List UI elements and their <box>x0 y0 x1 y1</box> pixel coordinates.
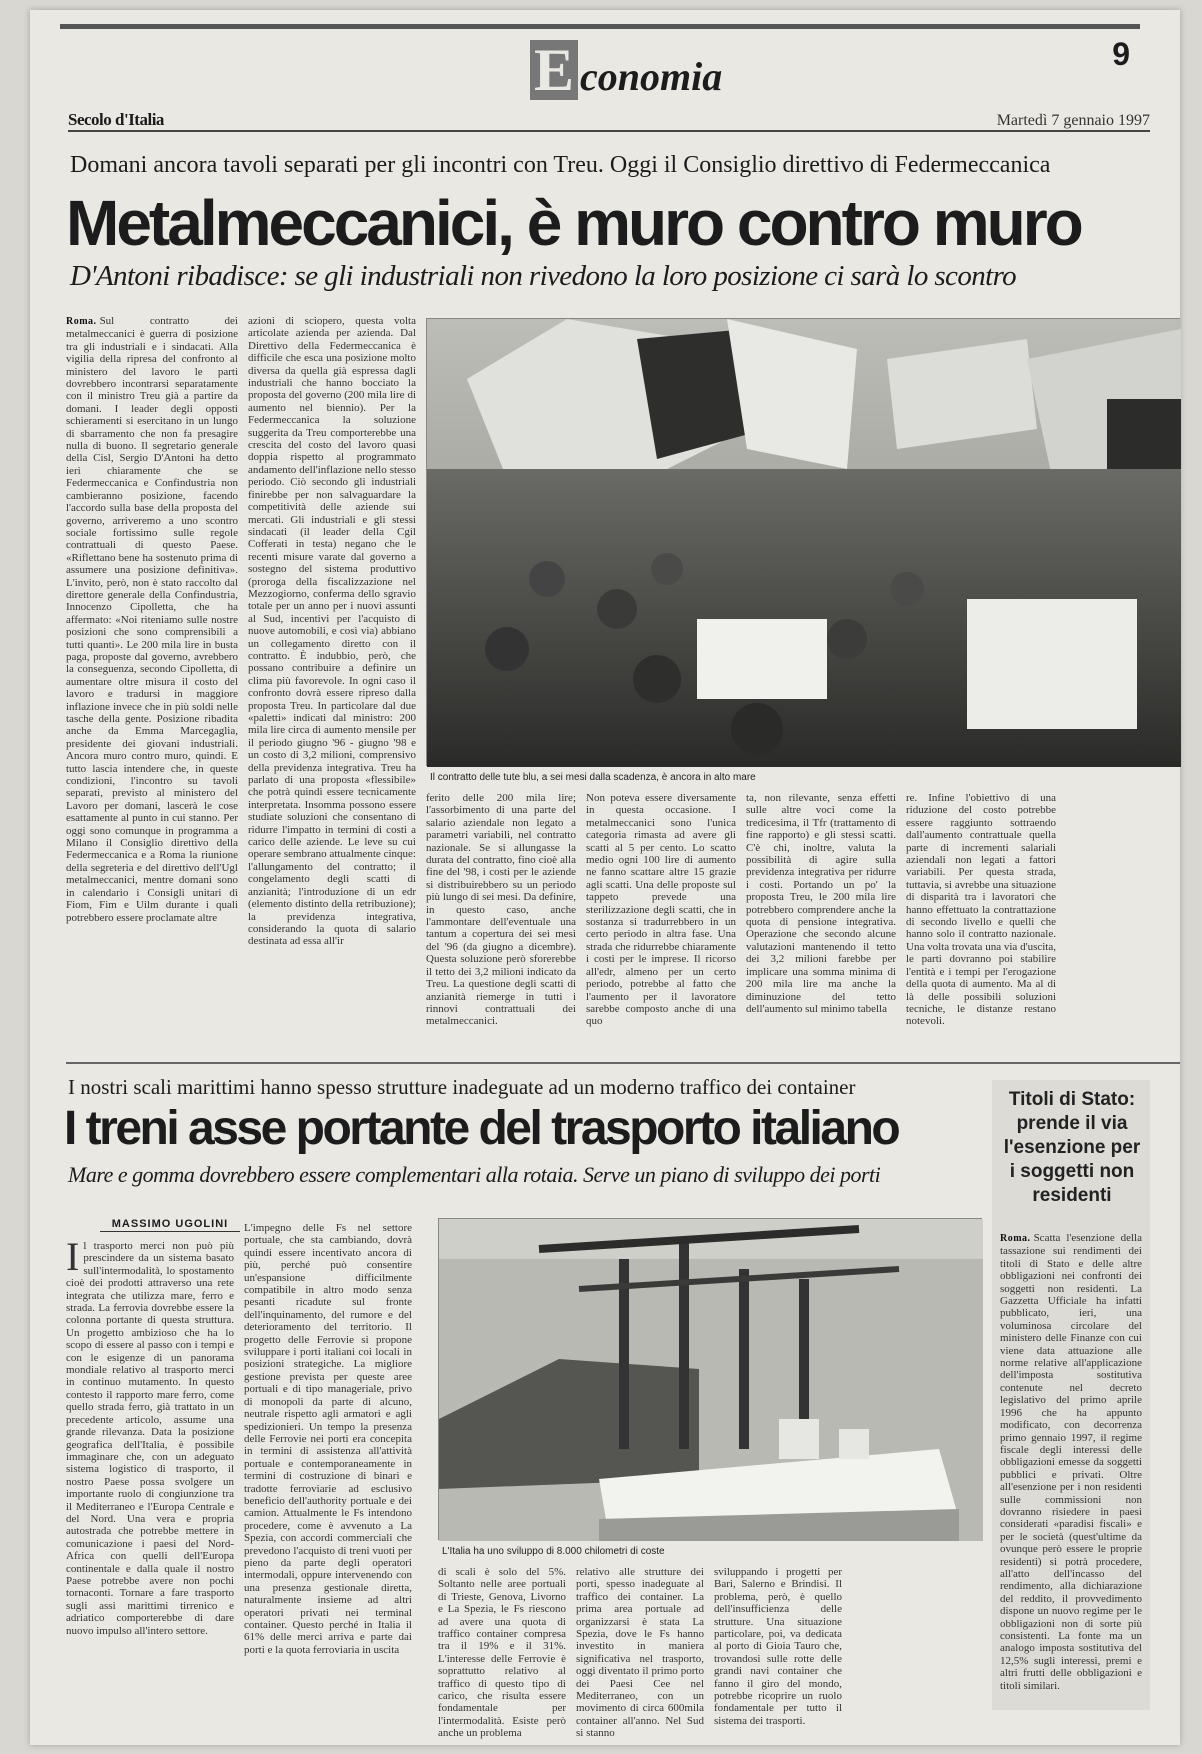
article1-col4-text: Non poteva essere diversamente in questa occasione. I metalmeccanici sono l'unica categoria rimasta ad avere gli scatti al 5 per cento. Lo scatto medio ogni 100 lire di aumento ne fanno scattare altre 15 grazie agli scatti. Una delle proposte sul tappeto prevede una sterilizzazione degli scatti, che in sostanza si tradurrebbero in un certo periodo in altra fase. Una strada che ridurrebbe chiaramente i costi per le imprese. Il ricorso all'edr, almeno per un certo periodo, potrebbe al fatto che l'aumento per il lavoratore sarebbe composto anche di una quo <box>586 792 736 1028</box>
article1-col3-text: ferito delle 200 mila lire; l'assorbimento di una parte del salario aziendale non legato a parametri variabili, nel contratto nazionale. Se si allungasse la durata del contratto, fino cioè alla fine del '98, i costi per le aziende si distribuirebbero su un periodo più lungo di sei mesi. Da definire, in questo caso, anche l'ammontare dell'eventuale una tantum a copertura dei sei mesi del '96 (da giugno a dicembre). Questa soluzione però sforerebbe il tetto dei 3,2 milioni indicato da Treu. La questione degli scatti di anzianità riemerge in tutti i rinnovi contrattuali dei metalmeccanici. <box>426 792 576 1028</box>
article2-col4-text: relativo alle strutture dei porti, spesso inadeguate al traffico dei container. La prima area portuale ad organizzarsi è stata La Spezia, dove le Fs hanno investito in maniera significativa nel trasporto, oggi diventato il primo porto dei Paesi Cee nel Mediterraneo, con un movimento di circa 600mila container all'anno. Nel Sud si stanno <box>576 1566 704 1740</box>
article2-col5-text: sviluppando i progetti per Bari, Salerno e Brindisi. Il problema, però, è quello dell'insufficienza delle strutture. Una situazione particolare, poi, va dedicata al porto di Gioia Tauro che, trovandosi sulle rotte delle grandi navi container che fanno il giro del mondo, potrebbe ricoprire un ruolo fondamentale per tutto il sistema dei trasporti. <box>714 1566 842 1727</box>
top-rule <box>60 24 1140 29</box>
article2-photo <box>438 1218 982 1540</box>
article1-column-1 <box>66 315 238 1053</box>
article2-col1-text: l trasporto merci non può più prescindere da un sistema basato sull'intermodalità, lo spostamento cioè dei prodotti attraverso una rete integrata che utilizza mare, ferro e strada. La ferrovia dovrebbe essere la colonna portante di questa struttura. Un progetto ambizioso che ha lo scopo di essere al passo con i tempi e con le esigenze di un panorama mondiale relativo al trasporto merci in continuo mutamento. In questo contesto il rapporto mare ferro, come quello strada ferro, già trattato in un precedente articolo, assume una grande rilevanza. Data la posizione geografica dell'Italia, è possibile immaginare che, con un adeguato sistema logistico di trasporto, il nostro Paese possa svolgere un importante ruolo di congiunzione tra il Mediterraneo e l'Europa Centrale e del Nord. Una vera e propria autostrada che potrebbe mettere in comunicazione i paesi del Nord-Africa con quelli dell'Europa continentale e dalla quale il nostro Paese potrebbe avere non pochi tornaconti. Tornare a fare trasporto sugli assi marittimi tirrenico e adriatico comporterebbe di dare nuovo impulso all'intero settore. <box>66 1240 234 1637</box>
article1-column-6 <box>906 792 1056 1053</box>
article1-col5-text: ta, non rilevante, senza effetti sulle altre voci come la tredicesima, il Tfr (trattamento di fine rapporto) e gli stessi scatti. C'è chi, inoltre, valuta la possibilità di agire sulla previdenza integrativa per ridurre i costi. Portando un po' la proposta Treu, le 200 mila lire potrebbero comprendere anche la quota di pensione integrativa. Operazione che secondo alcune valutazioni mantenendo il tetto dei 3,2 milioni farebbe per implicare una somma minima di 200 mila lire ma anche la diminuzione del tetto dell'aumento sul minimo tabella <box>746 792 896 1015</box>
masthead-row <box>68 108 1150 132</box>
article1-col1-text: Sul contratto dei metalmeccanici è guerra di posizione tra gli industriali e i sindacati. Alla vigilia della ripresa del confronto al ministero del lavoro le parti dovrebbero incontrarsi separatamente con il ministro Treu già a partire da domani. I leader degli opposti schieramenti si esercitano in un lungo di sbarramento che non fa presagire nulla di buono. Il segretario generale della Cisl, Sergio D'Antoni ha detto ieri chiaramente che se Federmeccanica e Confindustria non cambieranno posizione, facendo l'accordo sulla base della proposta del governo, arriveremo a uno scontro sociale fortissimo sulle regole contrattuali di questo Paese. «Riflettano bene ha sostenuto prima di assumere una posizione definitiva». L'invito, però, non è stato raccolto dal direttore generale della Confindustria, Innocenzo Cipolletta, che ha affermato: «Noi riteniamo sulle nostre posizioni che sono comprensibili a tutti quanti». Le 200 mila lire in busta paga, proposte dal governo, avrebbero la conseguenza, secondo Cipolletta, di aumentare oltre misura il costo del lavoro e tradursi in maggiore inflazione invece che in più soldi nelle tasche della gente. Posizione ribadita anche da Emma Marcegaglia, presidente dei giovani industriali. Ancora muro contro muro, quindi. E tutto lascia intendere che, in queste condizioni, l'incontro su tavoli separati, previsto al ministero del Lavoro per domani, lascerà le cose esattamente al punto in cui stanno. Per oggi sono comunque in programma a Milano il Consiglio direttivo della Federmeccanica e a Roma la riunione della segreteria e del direttivo dell'Ugl metalmeccanici, mentre domani sono in calendario i Consigli unitari di Fiom, Fim e Uilm durante i quali potrebbero essere proclamate altre <box>66 315 238 924</box>
article2-col3-text: di scali è solo del 5%. Soltanto nelle aree portuali di Trieste, Genova, Livorno e La Spezia, le Fs riescono ad avere una quota di traffico container compresa tra il 19% e il 31%. L'interesse delle Ferrovie è soprattutto relativo al traffico di questo tipo di carico, che risulta essere fondamentale per l'intermodalità. Esiste però anche un problema <box>438 1566 566 1740</box>
sidebar-dateline: Roma. <box>1000 1233 1031 1244</box>
article2-column-2 <box>244 1222 412 1722</box>
article2-kicker: I nostri scali marittimi hanno spesso strutture inadeguate ad un moderno traffico dei container <box>68 1075 856 1099</box>
newspaper-name: Secolo d'Italia <box>68 110 164 129</box>
newspaper-page <box>30 10 1180 1745</box>
article2-subhead: Mare e gomma dovrebbero essere complementari alla rotaia. Serve un piano di sviluppo dei porti <box>68 1162 881 1187</box>
article1-column-4 <box>586 792 736 1053</box>
article1-headline: Metalmeccanici, è muro contro muro <box>66 187 1081 259</box>
article2-byline: MASSIMO UGOLINI <box>100 1218 240 1232</box>
section-name: conomia <box>580 54 723 99</box>
article2-column-5 <box>714 1566 842 1727</box>
issue-date: Martedì 7 gennaio 1997 <box>996 112 1150 129</box>
article2-col2-text: L'impegno delle Fs nel settore portuale, che sta cambiando, dovrà quindi essere incentivato ancora di più, perché può consentire un'espansione difficilmente compatibile in altro modo senza pesanti ricadute sul fronte dell'inquinamento, del rumore e del deterioramento del territorio. Il progetto delle Ferrovie si propone sviluppare i porti italiani coi locali in posizioni strategiche. La migliore gestione prevista per queste aree portuali e di tipo manageriale, privo di monopoli da parte di alcuno, neutrale rispetto agli armatori e agli spedizionieri. Un tempo la presenza delle Ferrovie nei porti era concepita in termini di assistenza all'attività portuale e contemporaneamente in termini di costruzione di binari e tradotte ferroviarie ad esclusivo beneficio dell'authority portuale e dei camion. Attualmente le Fs intendono procedere, come è avvenuto a La Spezia, con accordi commerciali che prevedono l'acquisto di treni vuoti per pieno da parte degli operatori intermodali, oppure intervenendo con una presenza gestionale diretta, naturalmente insieme ad altri operatori privati nei terminal container. Questo perché in Italia il 61% delle merci arriva e parte dai porti e la quota ferroviaria in uscita <box>244 1222 412 1656</box>
article2-column-4 <box>576 1566 704 1740</box>
article2-dropcap: I <box>66 1234 80 1279</box>
article1-photo <box>426 318 1180 766</box>
article1-column-3 <box>426 792 576 1053</box>
sidebar-title: Titoli di Stato: prende il via l'esenzione per i soggetti non residenti <box>1003 1089 1141 1206</box>
section-initial: E <box>530 40 578 100</box>
article1-photo-caption: Il contratto delle tute blu, a sei mesi dalla scadenza, è ancora in alto mare <box>430 772 756 783</box>
article2-column-1 <box>66 1234 234 1722</box>
article1-col6-text: re. Infine l'obiettivo di una riduzione del costo potrebbe essere raggiunto sottraendo dall'aumento contrattuale quella parte di incrementi salariali aziendali non legati a fattori variabili. Per questa strada, tuttavia, si avrebbe una situazione di disparità tra i lavoratori che hanno effettuato la contrattazione di secondo livello e quelli che hanno solo il contratto nazionale. Una volta trovata una via d'uscita, le parti dovranno poi stabilire l'entità e i tempi per l'erogazione della quota di aumento. Ma al di là delle possibili soluzioni tecniche, le distanze restano notevoli. <box>906 792 1056 1028</box>
page-number: 9 <box>1112 36 1130 72</box>
protest-photo-illustration <box>427 319 1181 767</box>
sidebar-body <box>1000 1232 1142 1704</box>
port-photo-illustration <box>439 1219 983 1541</box>
article1-dateline: Roma. <box>66 316 97 327</box>
sidebar-body-text: Scatta l'esenzione della tassazione sui rendimenti dei titoli di Stato e delle altre obbligazioni nei confronti dei soggetti non residenti. La Gazzetta Ufficiale ha infatti pubblicato, ieri, una voluminosa circolare del ministero delle Finanze con cui viene data attuazione alle norme relative all'applicazione dell'imposta sostitutiva contenute nel decreto legislativo del primo aprile 1996 che ha appunto modificato, con decorrenza primo gennaio 1997, il regime fiscale degli interessi delle obbligazioni emesse da soggetti pubblici e privati. Oltre all'esenzione per i non residenti sulle commissioni non dovranno risiedere in paesi considerati «paradisi fiscali» e per le società (quest'ultime da ovunque però essere le proprie residenti) si potrà procedere, all'atto dell'incasso del rendimento, alla dichiarazione del reddito, il provvedimento dispone un nuovo regime per le obbligazioni non di sorte più consistenti. La fonte ma un analogo imposta sostitutiva del 12,5% sugli interessi, premi e altri frutti delle obbligazioni e titoli similari. <box>1000 1232 1142 1692</box>
article2-column-3 <box>438 1566 566 1740</box>
article2-headline: I treni asse portante del trasporto italiano <box>64 1102 899 1155</box>
article1-column-2 <box>248 315 416 1053</box>
article1-column-5 <box>746 792 896 1053</box>
article1-subhead: D'Antoni ribadisce: se gli industriali non rivedono la loro posizione ci sarà lo scontro <box>70 260 1017 292</box>
article2-photo-caption: L'Italia ha uno sviluppo di 8.000 chilometri di coste <box>442 1546 665 1557</box>
section-title <box>530 37 723 103</box>
article1-col2-text: azioni di sciopero, questa volta articolate azienda per azienda. Dal Direttivo della Federmeccanica è difficile che esca una posizione molto diversa da quella già espressa dagli industriali che hanno bocciato la proposta del governo (200 mila lire di aumento nel biennio). Per la Federmeccanica la soluzione suggerita da Treu comporterebbe una crescita del costo del lavoro quasi doppia rispetto al programmato andamento dell'inflazione nello stesso periodo. Ciò secondo gli industriali finirebbe per non salvaguardare la competitività delle aziende sui mercati. Gli industriali e gli stessi sindacati (il leader della Cgil Cofferati in testa) negano che le recenti misure varate dal governo a sostegno del sistema produttivo (proroga della fiscalizzazione nel Mezzogiorno, conferma dello sgravio totale per un anno per i nuovi assunti al Sud, incentivi per l'acquisto di nuove automobili, e così via) abbiano un collegamento diretto con il contratto. È indubbio, però, che possano contribuire a definire un clima più favorevole. In ogni caso il confronto dovrà essere ripreso dalla proposta Treu. In particolare dal due «paletti» indicati dal ministro: 200 mila lire circa di aumento mensile per il periodo giugno '96 - giugno '98 e un costo di 3,2 milioni, comprensivo della previdenza integrativa. Treu ha parlato di una proposta «flessibile» che potrà quindi essere tecnicamente interpretata. Insomma possono essere studiate soluzioni che consentano di ridurre l'impatto in termini di costi a carico delle aziende. Le leve su cui operare sembrano attualmente cinque: l'allungamento del contratto; il congelamento degli scatti di anzianità; l'introduzione di un edr (elemento distinto della retribuzione); la previdenza integrativa, considerando la quota di salario destinata ad essa all'ir <box>248 315 416 948</box>
section-divider <box>66 1062 1180 1064</box>
article1-kicker: Domani ancora tavoli separati per gli incontri con Treu. Oggi il Consiglio direttivo di Federmeccanica <box>70 152 1051 178</box>
